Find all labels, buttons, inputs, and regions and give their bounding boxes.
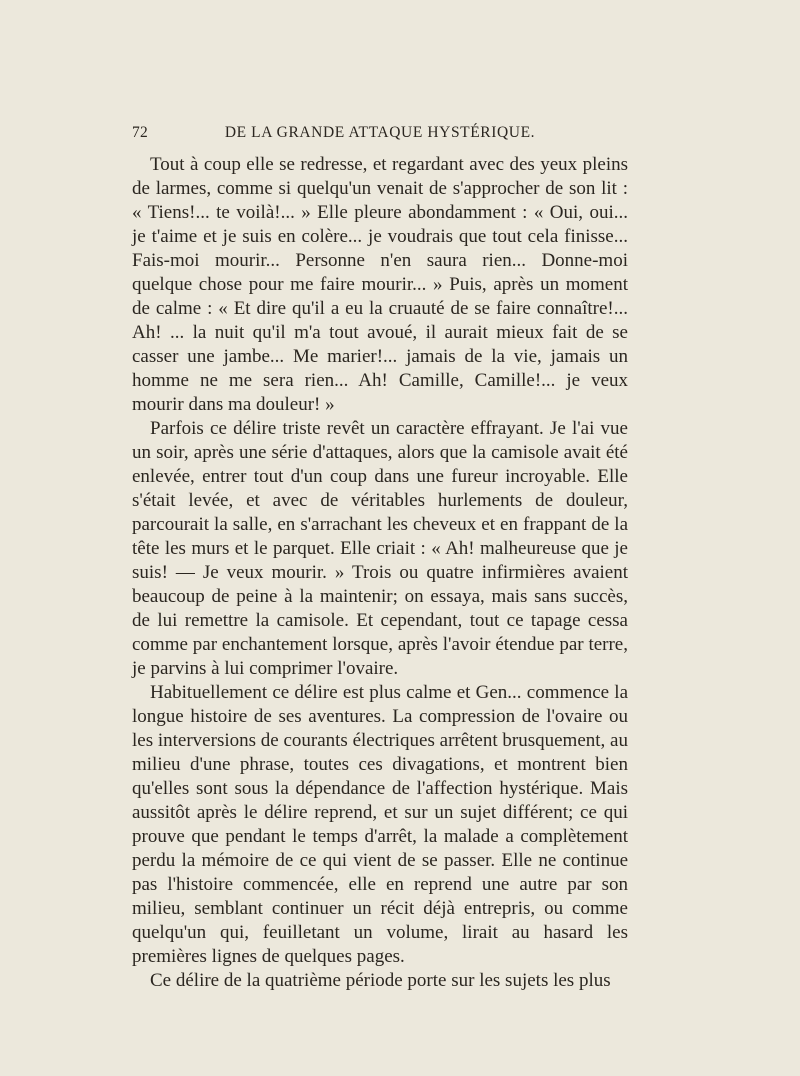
running-title: DE LA GRANDE ATTAQUE HYSTÉRIQUE. <box>224 124 536 141</box>
paragraph-1: Tout à coup elle se redresse, et regardant avec des yeux pleins de larmes, comme si quelqu'un venait de s'approcher de son lit : « Tiens!... te voilà!... » Elle pleure abondamment : « Oui, oui... je t'aime et je suis en colère... je voudrais que tout cela finisse... Fais-moi mourir... Personne n'en saura rien... Donne-moi quelque chose pour me faire mourir... » Puis, après un moment de calme : « Et dire qu'il a eu la cruauté de se faire connaître!... Ah! ... la nuit qu'il m'a tout avoué, il aurait mieux fait de se casser une jambe... Me marier!... jamais de la vie, jamais un homme ne me sera rien... Ah! Camille, Camille!... je veux mourir dans ma douleur! » <box>132 154 628 415</box>
body-text <box>132 153 628 993</box>
paragraph-3: Habituellement ce délire est plus calme et Gen... commence la longue histoire de ses aventures. La compression de l'ovaire ou les interversions de courants électriques arrêtent brusquement, au milieu d'une phrase, toutes ces divagations, et montrent bien qu'elles sont sous la dépendance de l'affection hystérique. Mais aussitôt après le délire reprend, et sur un sujet différent; ce qui prouve que pendant le temps d'arrêt, la malade a complètement perdu la mémoire de ce qui vient de se passer. Elle ne continue pas l'histoire commencée, elle en reprend une autre par son milieu, semblant continuer un récit déjà entrepris, ou comme quelqu'un qui, feuilletant un volume, lirait au hasard les premières lignes de quelques pages. <box>132 682 628 967</box>
running-header <box>132 124 628 146</box>
paragraph-4: Ce délire de la quatrième période porte sur les sujets les plus <box>150 970 611 991</box>
page-number: 72 <box>132 124 149 141</box>
paragraph-2: Parfois ce délire triste revêt un caractère effrayant. Je l'ai vue un soir, après une série d'attaques, alors que la camisole avait été enlevée, entrer tout d'un coup dans une fureur incroyable. Elle s'était levée, et avec de véritables hurlements de douleur, parcourait la salle, en s'arrachant les cheveux et en frappant de la tête les murs et le parquet. Elle criait : « Ah! malheureuse que je suis! — Je veux mourir. » Trois ou quatre infirmières avaient beaucoup de peine à la maintenir; on essaya, mais sans succès, de lui remettre la camisole. Et cependant, tout ce tapage cessa comme par enchantement lorsque, après l'avoir étendue par terre, je parvins à lui comprimer l'ovaire. <box>132 418 628 679</box>
